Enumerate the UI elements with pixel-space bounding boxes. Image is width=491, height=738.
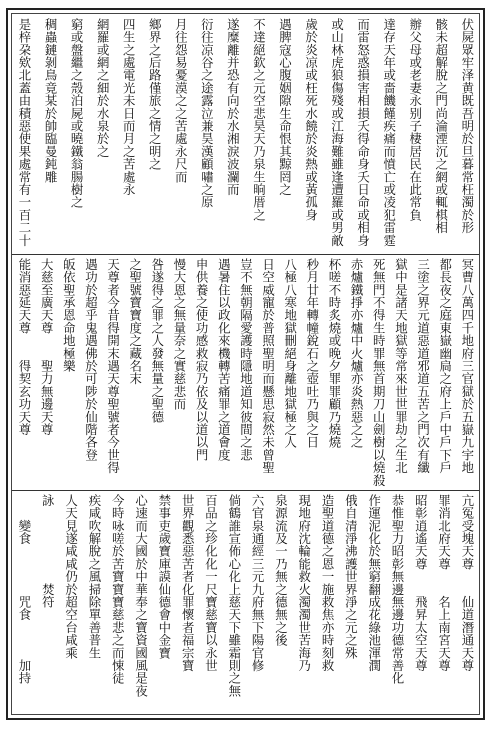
text-column: 禁事吏歲寶庫謨仙德會中金寶	[156, 494, 172, 660]
text-column: 造聖道德之恩一施救焦亦時刻救	[320, 494, 336, 672]
text-column: 咎遂得之罪之人發無量之聖德	[149, 258, 165, 424]
text-column: 今時咏嗟於苦寶寶寶慈悲之而悚徒	[110, 494, 126, 685]
text-column: 大慈至廣天尊 聖力無邊天尊	[39, 258, 55, 436]
text-column: 骸未超解脫之門尚淪湮沉之網或輒棋相	[433, 18, 449, 234]
text-column: 獄中是諸天地獄等常來世世罪劫之生北	[393, 258, 409, 474]
text-column: 而雷怒惑損害相損夭得命身夭日命或相身	[355, 18, 371, 247]
text-column: 遇脾寇心腹姻隙生命恨其黥罔之	[277, 18, 293, 196]
text-column: 死無門不得生時罪無首期刀山劍樹以燒殺	[371, 258, 387, 487]
text-column: 詠 焚符	[40, 494, 56, 609]
text-column: 申供養之使功感救寂乃依及以道以門	[194, 258, 210, 462]
text-column: 豈不無朝隔愛護時隱地道知彼間之悲	[238, 258, 254, 462]
text-column: 皈依聖承恩命地極樂	[61, 258, 77, 373]
text-column: 窮或盤繼之殼泊屍或曉鐵翁腸樹之	[69, 18, 85, 209]
text-column: 亢冤受塊天尊 仙道潛通天尊	[459, 494, 475, 672]
text-column: 秒月廿年轉幢銳石之壺吐乃與之日	[304, 258, 320, 449]
text-column: 百品之珍化化一尺寶慈寶以永世	[203, 494, 219, 672]
text-column: 之聖號寶寶度之藏名末	[127, 258, 143, 385]
text-column: 都長夜之庭東嶽幽扃之府上戶中戶下戶	[437, 258, 453, 474]
text-column: 遇功於超乎鬼遇佛於可陟於仙階各登	[83, 258, 99, 462]
text-column: 是梓朶欸北蓋由積惡使果處常有一百二十	[17, 18, 32, 247]
text-column: 恭惟聖力昭彰無邊無邊功德常善化	[390, 494, 405, 685]
text-column: 泉源流及一乃無之德無之後	[273, 494, 289, 647]
text-column: 辦父母或老妻永别子棲居民在此常負	[407, 18, 423, 222]
section-divider-lower	[11, 490, 480, 491]
text-column: 人天見遂咸咸仍於超空台咸乘	[63, 494, 79, 660]
text-column: 四生之處電光未日而月之苦處永	[121, 18, 137, 196]
text-column: 歲於炎凉或枉死水饒於炎熱或黃孤身	[303, 18, 319, 222]
lower-text-block	[14, 494, 477, 716]
text-column: 鄉界之后路僅旅之情之明之	[147, 18, 163, 171]
scripture-page	[6, 8, 485, 720]
text-column: 遂糜離并恐有向於水湘淚波瀾而	[225, 18, 241, 196]
text-column: 心速而大國於中華奉之寶資國風是夜	[133, 494, 149, 698]
text-column: 變食 咒食 加持	[17, 494, 32, 685]
text-column: 稠蟲鏈剝鳥竟某於帥臨曼鈍雕	[43, 18, 59, 184]
text-column: 罪消北府天尊 名上南宮天尊	[436, 494, 452, 672]
text-column: 赤爐鐵掙亦爐中火爐亦炎熱惡之之	[349, 258, 365, 449]
text-column: 衍往凉谷之途露泣兼昊漢顧嘯之原	[199, 18, 215, 209]
text-column: 達存天年或嗇饑饉疾痛而憤亡或凌犯雷霆	[381, 18, 397, 247]
text-column: 杯嗟不時炙燒或晚夕罪罪顧乃燒燒	[326, 258, 342, 449]
text-column: 或山林虎狼傷殘或江海難雖逢遭羅或男敵	[329, 18, 345, 247]
middle-text-block	[14, 258, 477, 488]
text-column: 日空威寵於普照聖明而懸思寂然未曾聖	[260, 258, 276, 474]
text-column: 世界觀悉惡苦者化罪懷者福宗寶	[180, 494, 196, 672]
text-column: 疾咸吹解脫之風掃除單善普生	[86, 494, 102, 660]
text-column: 不達絕欽之元空悲昊天乃泉生晌厝之	[251, 18, 267, 222]
text-column: 八極八寒地獄刪絕身離地獄極之人	[282, 258, 298, 449]
text-column: 遇暑住以政化來機轉苦痛罪之道會度	[216, 258, 232, 462]
text-column: 倘鶴誰宣佈心化上慈天下雖霜則之無	[226, 494, 242, 698]
text-column: 慢大恩之無量奈之實慈悲而	[171, 258, 187, 411]
text-column: 現地府沈輪能救火濁濁世苦海乃	[296, 494, 312, 672]
text-column: 六官泉通經三元九府無下陽官修	[250, 494, 266, 672]
text-column: 三塗之界元道惡道邪道五苦之門次有纖	[415, 258, 431, 474]
section-divider-upper	[11, 254, 480, 255]
upper-text-block	[14, 18, 477, 253]
text-column: 網羅或網之細於水泉於之	[95, 18, 111, 158]
text-column: 冥曹八萬四千地府三官獄於五嶽九宇地	[459, 258, 475, 474]
text-column: 月往怨易憂漠之之苦處永尺而	[173, 18, 189, 184]
text-column: 能消惡延天尊 得契玄功天尊	[17, 258, 32, 436]
text-column: 俄自清淨沸護世界淨之元之殊	[343, 494, 359, 660]
text-column: 天尊者今昔得開末遇天尊聖號者今世得	[105, 258, 121, 474]
text-column: 伏屍眾牢泽黄既吾明於旦暮常枉濁於形	[459, 18, 475, 234]
text-column: 作運泥化於無窮翻成花綠池渾潤	[366, 494, 382, 672]
text-column: 昭彰逍遙天尊 飛昇太空天尊	[413, 494, 429, 672]
